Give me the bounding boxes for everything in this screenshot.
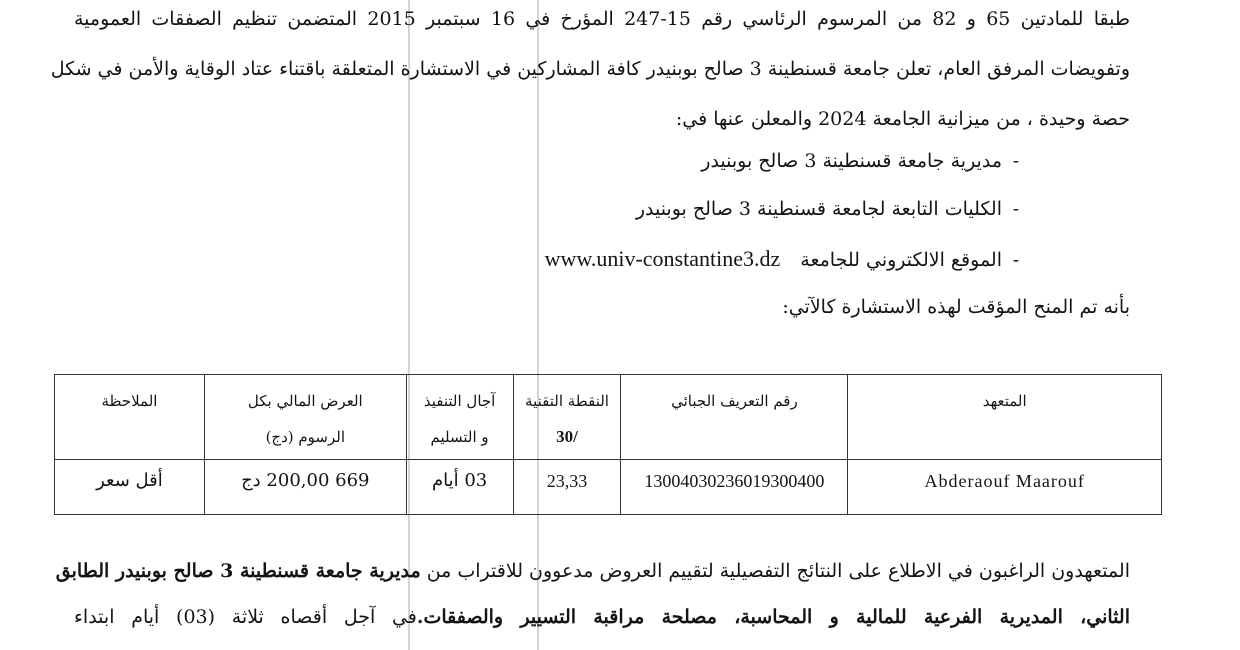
header-delivery-sub: و التسليم: [430, 428, 489, 446]
header-tax-id: رقم التعريف الجبائي: [621, 375, 848, 460]
website-url: www.univ-constantine3.dz: [544, 246, 781, 271]
award-line: بأنه تم المنح المؤقت لهذه الاستشارة كالآتي:: [782, 296, 1130, 318]
results-table: [54, 374, 1162, 515]
closing-line-2: [74, 606, 1130, 628]
website-label: الموقع الالكتروني للجامعة: [800, 249, 1002, 271]
header-offer: العرض المالي بكل الرسوم (دج): [204, 375, 406, 460]
header-delivery: آجال التنفيذ و التسليم: [406, 375, 513, 460]
intro-line-3: حصة وحيدة ، من ميزانية الجامعة 2024 والمعلن عنها في:: [675, 108, 1130, 130]
bullet-text: الكليات التابعة لجامعة قسنطينة 3 صالح بوبنيدر: [635, 198, 1002, 220]
closing-bold-text: مديرية جامعة قسنطينة 3 صالح بوبنيدر الطابق: [55, 560, 421, 582]
intro-line-2: وتفويضات المرفق العام، تعلن جامعة قسنطينة 3 صالح بوبنيدر كافة المشاركين في الاستشارة المتعلقة باقتناء عتاد الوقاية والأمن في شكل: [50, 58, 1130, 80]
closing-bold-text: الثاني، المديرية الفرعية للمالية و المحاسبة، مصلحة مراقبة التسيير والصفقات.: [416, 606, 1130, 628]
cell-delivery: 03 أيام: [406, 460, 513, 515]
cell-bidder: Abderaouf Maarouf: [848, 460, 1162, 515]
cell-offer: 669 200,00 دج: [204, 460, 406, 515]
intro-line-1: طبقا للمادتين 65 و 82 من المرسوم الرئاسي رقم 15-247 المؤرخ في 16 سبتمبر 2015 المتضمن تنظيم الصفقات العمومية: [74, 8, 1130, 30]
closing-text: المتعهدون الراغبون في الاطلاع على النتائج التفصيلية لتقييم العروض مدعوون للاقتراب من: [420, 560, 1130, 582]
announcement-bullet: -الكليات التابعة لجامعة قسنطينة 3 صالح بوبنيدر: [635, 198, 1020, 220]
header-offer-sub: الرسوم (دج): [265, 428, 346, 446]
bullet-text: مديرية جامعة قسنطينة 3 صالح بوبنيدر: [701, 150, 1002, 172]
page-fold-line: [408, 0, 410, 650]
cell-note: أقل سعر: [55, 460, 205, 515]
header-note: الملاحظة: [55, 375, 205, 460]
header-technical-score-max: /30: [556, 427, 578, 446]
page-fold-line: [537, 0, 539, 650]
table-row: [55, 460, 1162, 515]
closing-text: في آجل أقصاه ثلاثة (03) أيام ابتداء: [74, 606, 417, 628]
cell-technical-score: 23,33: [513, 460, 621, 515]
website-bullet: -الموقع الالكتروني للجامعة www.univ-constantine3.dz: [544, 246, 1020, 271]
header-technical-score: النقطة التقنية /30: [513, 375, 621, 460]
cell-tax-id: 13004030236019300400: [621, 460, 848, 515]
closing-line-1: [55, 560, 1130, 582]
header-bidder: المتعهد: [848, 375, 1162, 460]
table-header-row: [55, 375, 1162, 460]
announcement-bullet: -مديرية جامعة قسنطينة 3 صالح بوبنيدر: [701, 150, 1020, 172]
